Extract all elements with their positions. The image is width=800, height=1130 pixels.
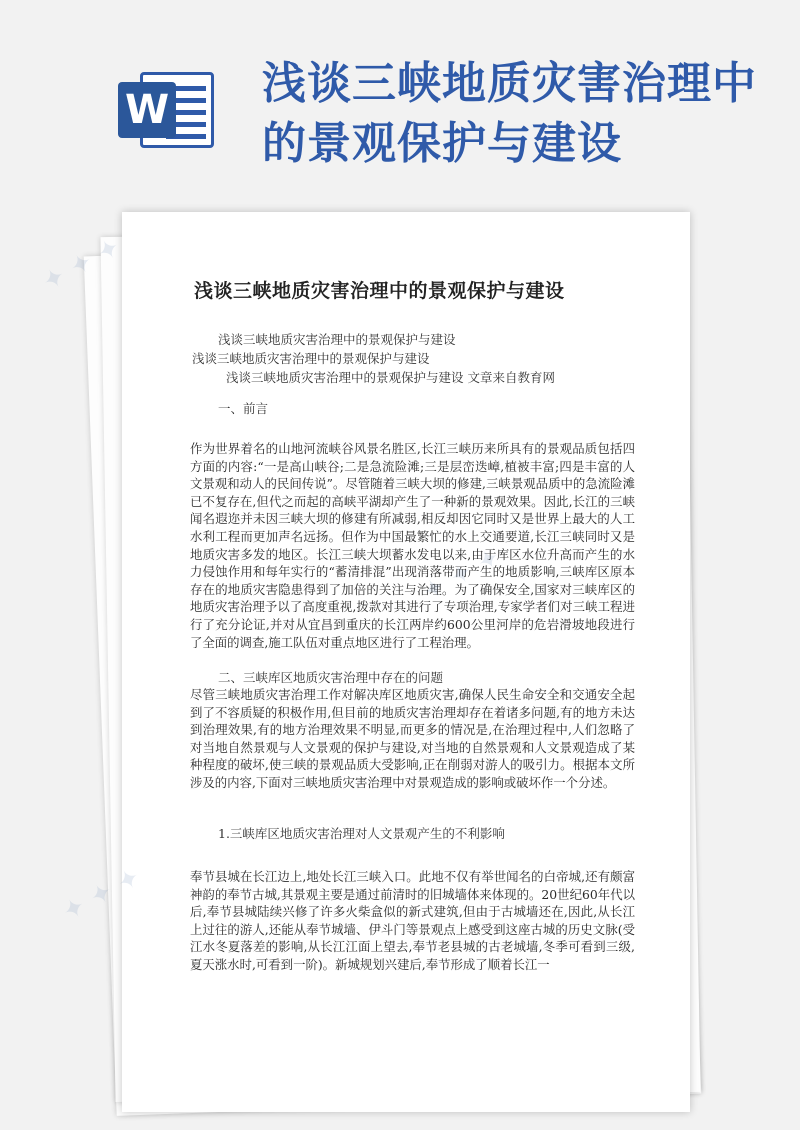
document-page <box>122 212 690 1112</box>
subtitle-line-1: 浅谈三峡地质灾害治理中的景观保护与建设 <box>218 332 456 347</box>
document-title: 浅谈三峡地质灾害治理中的景观保护与建设 <box>194 280 565 302</box>
paragraph-problems: 尽管三峡地质灾害治理工作对解决库区地质灾害,确保人民生命安全和交通安全起到了不容质疑的积极作用,但目前的地质灾害治理却存在着诸多问题,有的地方未达到治理效果,有的地方治理效果不明显,而更多的情况是,在治理过程中,人们忽略了对当地自然景观与人文景观的保护与建设,对当地的自然景观和人文景观造成了某种程度的破坏,使三峡的景观品质大受影响,正在削弱对游人的吸引力。根据本文所涉及的内容,下面对三峡地质灾害治理中对景观造成的影响或破坏作一个分述。 <box>190 687 635 790</box>
watermark: ✦ ✦ ✦ <box>37 232 126 298</box>
subtitle-line-2: 浅谈三峡地质灾害治理中的景观保护与建设 <box>192 351 430 366</box>
paragraph-fengjie: 奉节县城在长江边上,地处长江三峡入口。此地不仅有举世闻名的白帝城,还有颇富神韵的奉节古城,其景观主要是通过前清时的旧城墙体来体现的。20世纪60年代以后,奉节县城陆续兴修了许多火柴盒似的新式建筑,但由于古城墙还在,因此,从长江上过往的游人,还能从奉节城墙、伊斗门等景观点上感受到这座古城的历史文脉(受江水冬夏落差的影响,从长江江面上望去,奉节老县城的古老城墙,冬季可看到三级,夏天涨水时,可看到一阶)。新城规划兴建后,奉节形成了顺着长江一 <box>190 869 635 972</box>
section-heading-problems: 二、三峡库区地质灾害治理中存在的问题 <box>218 670 444 685</box>
word-letter-icon: W <box>118 82 176 138</box>
section-heading-intro: 一、前言 <box>218 401 269 416</box>
subtitle-line-3: 浅谈三峡地质灾害治理中的景观保护与建设 文章来自教育网 <box>226 370 555 385</box>
watermark: ✦ ✦ ✦ <box>57 862 146 928</box>
banner-title: 浅谈三峡地质灾害治理中的景观保护与建设 <box>262 58 757 169</box>
section-heading-impact: 1.三峡库区地质灾害治理对人文景观产生的不利影响 <box>218 826 505 841</box>
word-file-icon <box>118 70 218 150</box>
banner <box>0 0 800 200</box>
paragraph-intro: 作为世界着名的山地河流峡谷风景名胜区,长江三峡历来所具有的景观品质包括四方面的内容:“一是高山峡谷;二是急流险滩;三是层峦迭嶂,植被丰富;四是丰富的人文景观和动人的民间传说”。尽管随着三峡大坝的修建,三峡景观品质中的急流险滩已不复存在,但代之而起的高峡平湖却产生了一种新的景观效果。因此,长江的三峡闻名遐迩并未因三峡大坝的修建有所减弱,相反却因它同时又是世界上最大的人工水利工程而更加声名远扬。但作为中国最繁忙的水上交通要道,长江三峡同时又是地质灾害多发的地区。长江三峡大坝蓄水发电以来,由于库区水位升高而产生的水力侵蚀作用和每年实行的“蓄清排混”出现消落带而产生的地质影响,三峡库区原本存在的地质灾害隐患得到了加倍的关注与治理。为了确保安全,国家对三峡库区的地质灾害治理予以了高度重视,拨款对其进行了专项治理,专家学者们对三峡工程进行了充分论证,并对从宜昌到重庆的长江两岸约600公里河岸的危岩滑坡地段进行了全面的调查,施工队伍对重点地区进行了工程治理。 <box>190 441 635 650</box>
